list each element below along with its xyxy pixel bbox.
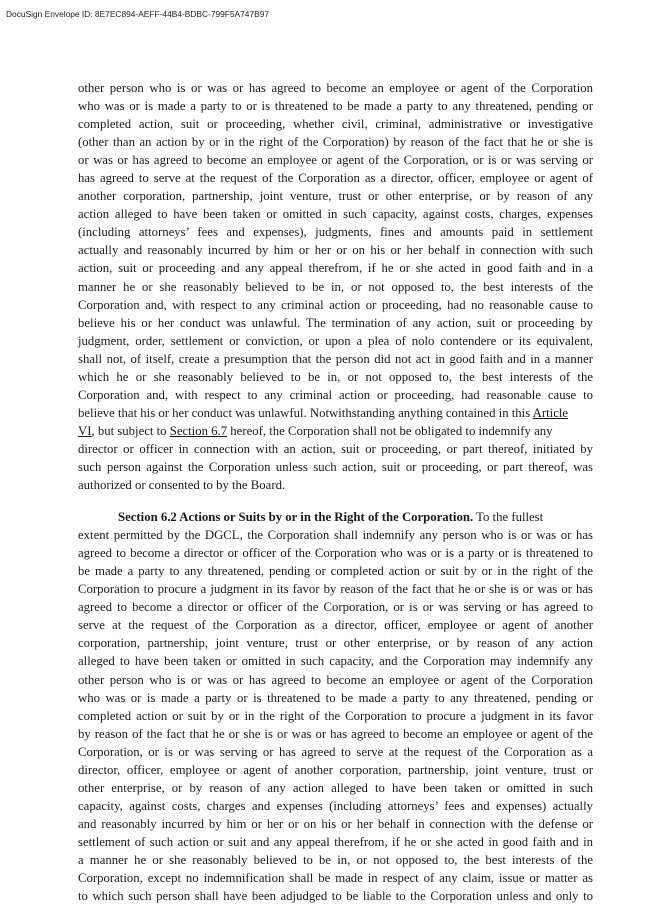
text-line: such person against the Corporation unless such action, suit or proceeding, or part thereof, was	[78, 459, 593, 474]
text-line: shall not, of itself, create a presumption that the person did not act in good faith and in a manner	[78, 351, 593, 366]
text-line: to which such person shall have been adjudged to be liable to the Corporation unless and only to	[78, 889, 593, 904]
text-segment: , but subject to	[91, 423, 170, 438]
text-line	[78, 404, 593, 422]
text-line: Corporation, except no indemnification shall be made in respect of any claim, issue or matter as	[78, 871, 593, 886]
paragraph-gap	[78, 494, 593, 508]
section-6-7-link[interactable]: Section 6.7	[169, 423, 228, 438]
text-line: serve at the request of the Corporation as a director, officer, employee or agent of another	[78, 618, 593, 633]
text-line: director or officer in connection with an action, suit or proceeding, or part thereof, initiated by	[78, 441, 593, 456]
text-line: who was or is made a party to or is threatened to be made a party to any threatened, pending or	[78, 99, 593, 114]
text-line	[78, 422, 593, 440]
text-line: action alleged to have been taken or omitted in such capacity, against costs, charges, expenses	[78, 207, 593, 222]
section-6-2	[78, 508, 593, 905]
text-line: settlement of such action or suit and any appeal therefrom, if he or she acted in good faith and in	[78, 834, 593, 849]
text-segment: believe that his or her conduct was unlawful. Notwithstanding anything contained in this	[78, 405, 533, 420]
section-heading-line	[78, 508, 593, 526]
text-line: director, officer, employee or agent of another corporation, partnership, joint venture, trust or	[78, 762, 593, 777]
text-line: corporation, partnership, joint venture, trust or other enterprise, or by reason of any action	[78, 636, 593, 651]
text-line: Corporation and, with respect to any criminal action or proceeding, had reasonable cause to	[78, 387, 593, 402]
paragraph-indemnification-third-party	[78, 79, 593, 494]
text-segment: hereof, the Corporation shall not be obligated to indemnify any	[227, 423, 553, 438]
text-line: (other than an action by or in the right of the Corporation) by reason of the fact that he or she is	[78, 135, 593, 150]
docusign-envelope-id: DocuSign Envelope ID: 8E7EC894-AEFF-44B4-BDBC-799F5A747B97	[6, 9, 270, 19]
text-line: believe his or her conduct was unlawful. The termination of any action, suit or proceeding by	[78, 315, 593, 330]
text-line: who was or is made a party or is threatened to be made a party to any threatened, pending or	[78, 690, 593, 705]
text-line: other enterprise, or by reason of any action alleged to have been taken or omitted in such	[78, 780, 593, 795]
text-line: judgment, order, settlement or conviction, or upon a plea of nolo contendere or its equivalent,	[78, 333, 593, 348]
text-line: or was or has agreed to become an employee or agent of the Corporation, or is or was serving or	[78, 153, 593, 168]
text-line: another corporation, partnership, joint venture, trust or other enterprise, or by reason of any	[78, 189, 593, 204]
text-line: agreed to become a director or officer of the Corporation, or is or was serving or has agreed to	[78, 600, 593, 615]
text-line: Corporation, or is or was serving or has agreed to serve at the request of the Corporation as a	[78, 744, 593, 759]
text-line: authorized or consented to by the Board.	[78, 478, 286, 493]
text-line: and reasonably incurred by him or her or on his or her behalf in connection with the defense or	[78, 816, 593, 831]
text-line: by reason of the fact that he or she is or was or has agreed to become an employee or agent of the	[78, 726, 593, 741]
text-line: capacity, against costs, charges and expenses (including attorneys’ fees and expenses) actually	[78, 798, 593, 813]
text-line: extent permitted by the DGCL, the Corporation shall indemnify any person who is or was or has	[78, 528, 593, 543]
text-line: completed action or suit by or in the right of the Corporation to procure a judgment in its favor	[78, 708, 593, 723]
text-line: action, suit or proceeding and any appeal therefrom, if he or she acted in good faith and in a	[78, 261, 593, 276]
text-segment: To the fullest	[473, 510, 544, 525]
text-line: other person who is or was or has agreed to become an employee or agent of the Corporation	[78, 672, 593, 687]
text-line: alleged to have been taken or omitted in such capacity, and the Corporation may indemnify any	[78, 654, 593, 669]
article-vi-link[interactable]: Article	[532, 405, 569, 420]
section-heading: Section 6.2 Actions or Suits by or in the Right of the Corporation.	[118, 510, 474, 525]
text-line: actually and reasonably incurred by him or her or on his or her behalf in connection with such	[78, 243, 593, 258]
text-line: Corporation to procure a judgment in its favor by reason of the fact that he or she is or was or has	[78, 582, 593, 597]
text-line: agreed to become a director or officer of the Corporation who was or is a party or is threatened to	[78, 546, 593, 561]
document-page	[78, 79, 593, 905]
text-line: a manner he or she reasonably believed to be in, or not opposed to, the best interests of the	[78, 852, 593, 867]
text-line: completed action, suit or proceeding, whether civil, criminal, administrative or investigative	[78, 117, 593, 132]
text-line: (including attorneys’ fees and expenses), judgments, fines and amounts paid in settlement	[78, 225, 593, 240]
text-line: Corporation and, with respect to any criminal action or proceeding, had no reasonable cause to	[78, 297, 593, 312]
text-line: which he or she reasonably believed to be in, or not opposed to, the best interests of the	[78, 369, 593, 384]
text-line: has agreed to serve at the request of the Corporation as a director, officer, employee or agent of	[78, 171, 593, 186]
article-vi-link-continued[interactable]: VI	[78, 423, 92, 438]
text-line: manner he or she reasonably believed to be in, or not opposed to, the best interests of the	[78, 279, 593, 294]
text-line: be made a party to any threatened, pending or completed action or suit by or in the right of the	[78, 564, 593, 579]
text-line: other person who is or was or has agreed to become an employee or agent of the Corporation	[78, 81, 593, 95]
